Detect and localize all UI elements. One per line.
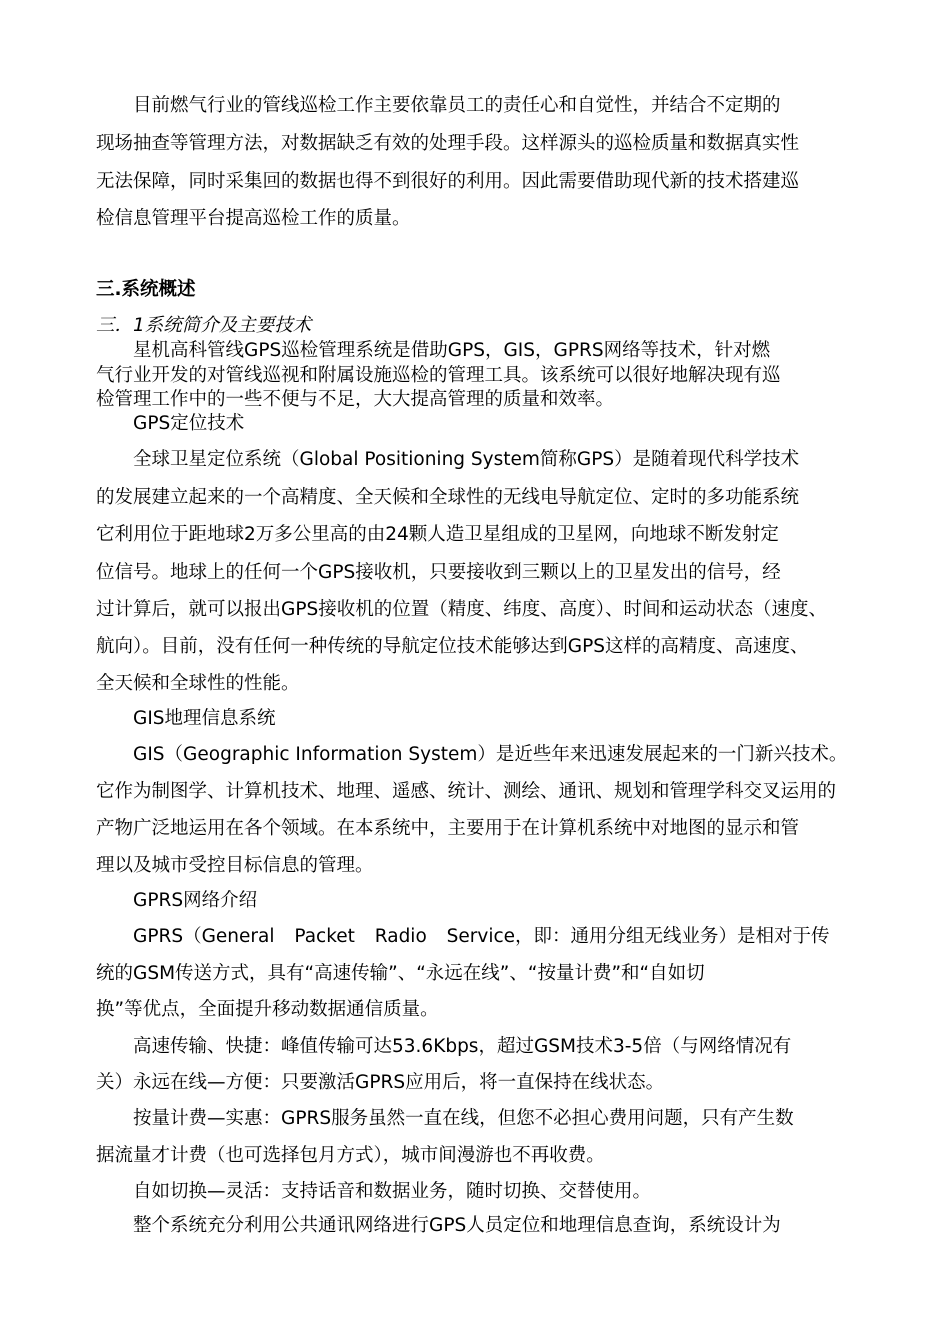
paragraph-line: 全球卫星定位系统（Global Positioning System简称GPS）是随着现代科学技术 <box>133 449 800 470</box>
paragraph-line: 产物广泛地运用在各个领域。在本系统中，主要用于在计算机系统中对地图的显示和管 <box>96 818 800 839</box>
paragraph-line: 位信号。地球上的任何一个GPS接收机，只要接收到三颗以上的卫星发出的信号，经 <box>96 562 781 583</box>
paragraph-line: GIS（Geographic Information System）是近些年来迅速发展起来的一门新兴技术。 <box>133 744 848 765</box>
paragraph-line: 检信息管理平台提高巡检工作的质量。 <box>96 208 411 229</box>
paragraph-line: 理以及城市受控目标信息的管理。 <box>96 855 374 876</box>
topic-heading-gps: GPS定位技术 <box>133 413 245 434</box>
paragraph-line: GPRS（General Packet Radio Service，即：通用分组无线业务）是相对于传 <box>133 926 830 947</box>
paragraph-line: 目前燃气行业的管线巡检工作主要依靠员工的责任心和自觉性，并结合不定期的 <box>133 95 781 116</box>
paragraph-line: 换”等优点，全面提升移动数据通信质量。 <box>96 999 439 1020</box>
paragraph-line: 自如切换—灵活：支持话音和数据业务，随时切换、交替使用。 <box>133 1181 652 1202</box>
paragraph-line: 气行业开发的对管线巡视和附属设施巡检的管理工具。该系统可以很好地解决现有巡 <box>96 365 781 386</box>
paragraph-line: 统的GSM传送方式，具有“高速传输”、“永远在线”、“按量计费”和“自如切 <box>96 963 705 984</box>
paragraph-line: 星机高科管线GPS巡检管理系统是借助GPS，GIS，GPRS网络等技术，针对燃 <box>133 340 771 361</box>
paragraph-line: 现场抽查等管理方法，对数据缺乏有效的处理手段。这样源头的巡检质量和数据真实性 <box>96 133 800 154</box>
topic-heading-gis: GIS地理信息系统 <box>133 708 276 729</box>
subsection-heading: 三．1系统简介及主要技术 <box>96 315 312 336</box>
section-heading: 三.系统概述 <box>96 279 196 300</box>
paragraph-line: 整个系统充分利用公共通讯网络进行GPS人员定位和地理信息查询，系统设计为 <box>133 1215 781 1236</box>
paragraph-line: 按量计费—实惠：GPRS服务虽然一直在线，但您不必担心费用问题，只有产生数 <box>133 1108 794 1129</box>
paragraph-line: 它作为制图学、计算机技术、地理、遥感、统计、测绘、通讯、规划和管理学科交叉运用的 <box>96 781 837 802</box>
paragraph-line: 高速传输、快捷：峰值传输可达53.6Kbps，超过GSM技术3-5倍（与网络情况有 <box>133 1036 792 1057</box>
paragraph-line: 全天候和全球性的性能。 <box>96 673 300 694</box>
paragraph-line: 过计算后，就可以报出GPS接收机的位置（精度、纬度、高度）、时间和运动状态（速度、 <box>96 599 827 620</box>
paragraph-line: 据流量才计费（也可选择包月方式），城市间漫游也不再收费。 <box>96 1145 605 1166</box>
topic-heading-gprs: GPRS网络介绍 <box>133 890 258 911</box>
paragraph-line: 检管理工作中的一些不便与不足，大大提高管理的质量和效率。 <box>96 389 615 410</box>
paragraph-line: 航向）。目前，没有任何一种传统的导航定位技术能够达到GPS这样的高精度、高速度、 <box>96 636 809 657</box>
paragraph-line: 关）永远在线—方便：只要激活GPRS应用后，将一直保持在线状态。 <box>96 1072 665 1093</box>
paragraph-line: 无法保障，同时采集回的数据也得不到很好的利用。因此需要借助现代新的技术搭建巡 <box>96 171 800 192</box>
paragraph-line: 的发展建立起来的一个高精度、全天候和全球性的无线电导航定位、定时的多功能系统 <box>96 487 800 508</box>
paragraph-line: 它利用位于距地球2万多公里高的由24颗人造卫星组成的卫星网，向地球不断发射定 <box>96 524 779 545</box>
